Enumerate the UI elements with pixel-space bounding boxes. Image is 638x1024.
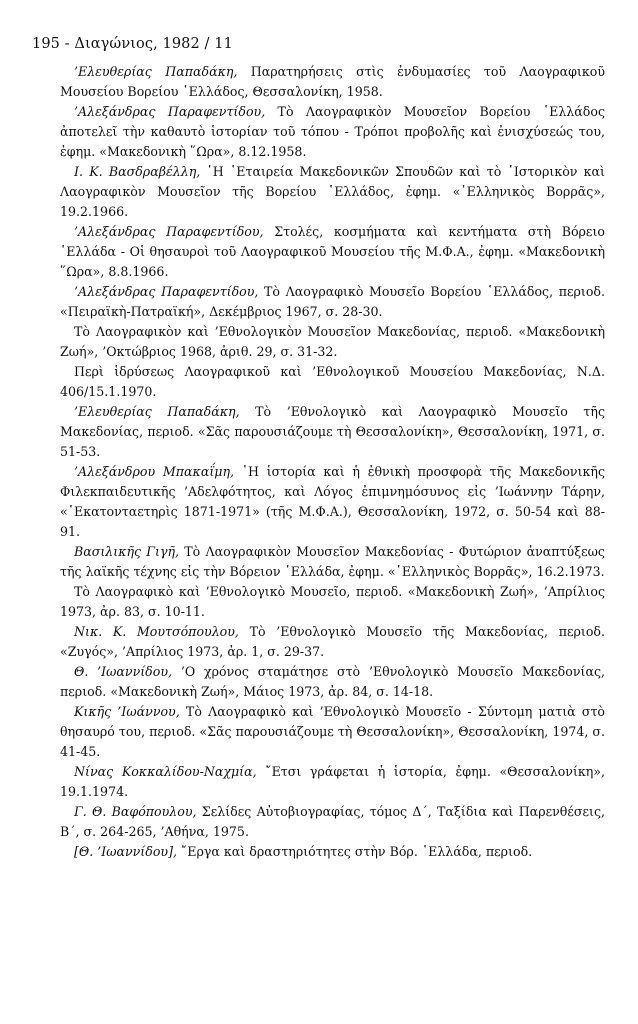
entry-text: ’Ο χρόνος σταμάτησε στὸ ’Εθνολογικὸ Μουσεῖο Μακεδονίας, περιοδ. «Μακεδονικὴ Ζωή», Μάιος 1973, ἀρ. 84, σ. 14-18. bbox=[60, 664, 606, 699]
entry-text: Τὸ Λαογραφικὸν Μουσεῖον Βορείου ῾Ελλάδος ἀποτελεῖ τὴν καθαυτὸ ἱστορίαν τοῦ τόπου - Τρόποι προβολῆς καὶ ἐνισχύσεώς του, ἐφημ. «Μακεδονικὴ ῞Ωρα», 8.12.1958. bbox=[60, 104, 605, 159]
bibliography-entry bbox=[60, 842, 605, 862]
bibliography-entry bbox=[60, 402, 605, 462]
bibliography-entry bbox=[60, 582, 605, 622]
entry-author: Βασιλικῆς Γιγῆ, bbox=[74, 544, 180, 559]
entry-text: ῾Η ῾Εταιρεία Μακεδονικῶν Σπουδῶν καὶ τὸ ῾Ιστορικὸν καὶ Λαογραφικὸν Μουσεῖον τῆς Βορείου ῾Ελλάδος, ἐφημ. «῾Ελληνικὸς Βορρᾶς», 19.2.1966. bbox=[60, 164, 605, 219]
entry-author: ’Αλεξάνδρας Παραφεντίδου, bbox=[74, 224, 264, 239]
bibliography-entry bbox=[60, 662, 605, 702]
entry-author: ’Αλεξάνδρου Μπακαΐμη, bbox=[74, 464, 234, 479]
bibliography-entry bbox=[60, 622, 605, 662]
entry-text: Τὸ ’Εθνολογικὸ καὶ Λαογραφικὸ Μουσεῖο τῆς Μακεδονίας, περιοδ. «Σᾶς παρουσιάζουμε τὴ Θεσσαλονίκη», Θεσσαλονίκη, 1971, σ. 51-53. bbox=[60, 404, 605, 459]
entry-text: Τὸ Λαογραφικὸ Μουσεῖο Βορείου ῾Ελλάδος, περιοδ. «Πειραϊκὴ-Πατραϊκή», Δεκέμβριος 1967, σ. 28-30. bbox=[60, 284, 606, 319]
entry-author: Θ. ’Ιωαννίδου, bbox=[74, 664, 172, 679]
running-head: 195 - Διαγώνιος, 1982 / 11 bbox=[32, 36, 233, 52]
entry-text: ῎Ετσι γράφεται ἡ ἱστορία, ἐφημ. «Θεσσαλονίκη», 19.1.1974. bbox=[60, 764, 606, 799]
bibliography-entry bbox=[60, 802, 605, 842]
bibliography-entry bbox=[60, 322, 605, 362]
entry-text: Τὸ ’Εθνολογικὸ Μουσεῖο τῆς Μακεδονίας, περιοδ. «Ζυγός», ’Απρίλιος 1973, ἀρ. 1, σ. 29-37. bbox=[60, 624, 606, 659]
entry-author: Γ. Θ. Βαφόπουλου, bbox=[74, 804, 197, 819]
entry-author: Κικῆς ’Ιωάννου, bbox=[74, 704, 180, 719]
entry-text: Παρατηρήσεις στὶς ἐνδυμασίες τοῦ Λαογραφικοῦ Μουσείου Βορείου ῾Ελλάδος, Θεσσαλονίκη, 1958. bbox=[60, 64, 605, 99]
bibliography-entry bbox=[60, 542, 605, 582]
entry-author: ’Αλεξάνδρας Παραφεντίδου, bbox=[74, 284, 259, 299]
bibliography-entry bbox=[60, 282, 605, 322]
entry-text: Τὸ Λαογραφικὸν Μουσεῖον Μακεδονίας - Φυτώριον ἀναπτύξεως τῆς λαϊκῆς τέχνης εἰς τὴν Βόρειον ῾Ελλάδα, ἐφημ. «῾Ελληνικὸς Βορρᾶς», 16.2.1973. bbox=[60, 544, 605, 579]
bibliography-entry bbox=[60, 62, 605, 102]
entry-author: ’Αλεξάνδρας Παραφεντίδου, bbox=[74, 104, 266, 119]
entry-text: Τὸ Λαογραφικὸ καὶ ’Εθνολογικὸ Μουσεῖο, περιοδ. «Μακεδονικὴ Ζωή», ’Απρίλιος 1973, ἀρ. 83, σ. 10-11. bbox=[60, 584, 605, 619]
entry-author: [Θ. ’Ιωαννίδου], bbox=[74, 844, 177, 859]
bibliography-entry bbox=[60, 362, 605, 402]
entry-author: Νικ. Κ. Μουτσόπουλου, bbox=[74, 624, 239, 639]
bibliography-entry bbox=[60, 462, 605, 542]
entry-author: Ι. Κ. Βασδραβέλλη, bbox=[74, 164, 201, 179]
entry-text: Στολές, κοσμήματα καὶ κεντήματα στὴ Βόρειο ῾Ελλάδα - Οἱ θησαυροὶ τοῦ Λαογραφικοῦ Μουσείου τῆς Μ.Φ.Α., ἐφημ. «Μακεδονικὴ ῞Ωρα», 8.8.1966. bbox=[60, 224, 605, 279]
bibliography-entry bbox=[60, 762, 605, 802]
entry-text: Σελίδες Αὐτοβιογραφίας, τόμος Δ΄, Ταξίδια καὶ Παρενθέσεις, Β΄, σ. 264-265, ’Αθήνα, 1975. bbox=[60, 804, 605, 839]
entry-author: ’Ελευθερίας Παπαδάκη, bbox=[74, 64, 238, 79]
entry-text: Τὸ Λαογραφικὸ καὶ ’Εθνολογικὸ Μουσεῖο - Σύντομη ματιὰ στὸ θησαυρό του, περιοδ. «Σᾶς παρουσιάζουμε τὴ Θεσσαλονίκη», Θεσσαλονίκη, 1974, σ. 41-45. bbox=[60, 704, 605, 759]
entry-text: ῎Εργα καὶ δραστηριότητες στὴν Βόρ. ῾Ελλάδα, περιοδ. bbox=[176, 844, 533, 859]
bibliography-entry bbox=[60, 222, 605, 282]
entry-text: ῾Η ἱστορία καὶ ἡ ἐθνικὴ προσφορὰ τῆς Μακεδονικῆς Φιλεκπαιδευτικῆς ’Αδελφότητος, καὶ Λόγος ἐπιμνημόσυνος εἰς ’Ιωάννην Τάρην, «῾Εκατονταετηρὶς 1871-1971» (τῆς Μ.Φ.Α.), Θεσσαλονίκη, 1972, σ. 50-54 καὶ 88-91. bbox=[60, 464, 605, 539]
bibliography-entry bbox=[60, 162, 605, 222]
bibliography-entry bbox=[60, 702, 605, 762]
entry-author: Νίνας Κοκκαλίδου-Ναχμία, bbox=[74, 764, 257, 779]
entry-text: Περὶ ἱδρύσεως Λαογραφικοῦ καὶ ’Εθνολογικοῦ Μουσείου Μακεδονίας, Ν.Δ. 406/15.1.1970. bbox=[60, 364, 605, 399]
bibliography-list bbox=[60, 62, 605, 862]
bibliography-entry bbox=[60, 102, 605, 162]
entry-text: Τὸ Λαογραφικὸν καὶ ’Εθνολογικὸν Μουσεῖον Μακεδονίας, περιοδ. «Μακεδονικὴ Ζωή», ’Οκτώβριος 1968, ἀριθ. 29, σ. 31-32. bbox=[60, 324, 605, 359]
entry-author: ’Ελευθερίας Παπαδάκη, bbox=[74, 404, 240, 419]
